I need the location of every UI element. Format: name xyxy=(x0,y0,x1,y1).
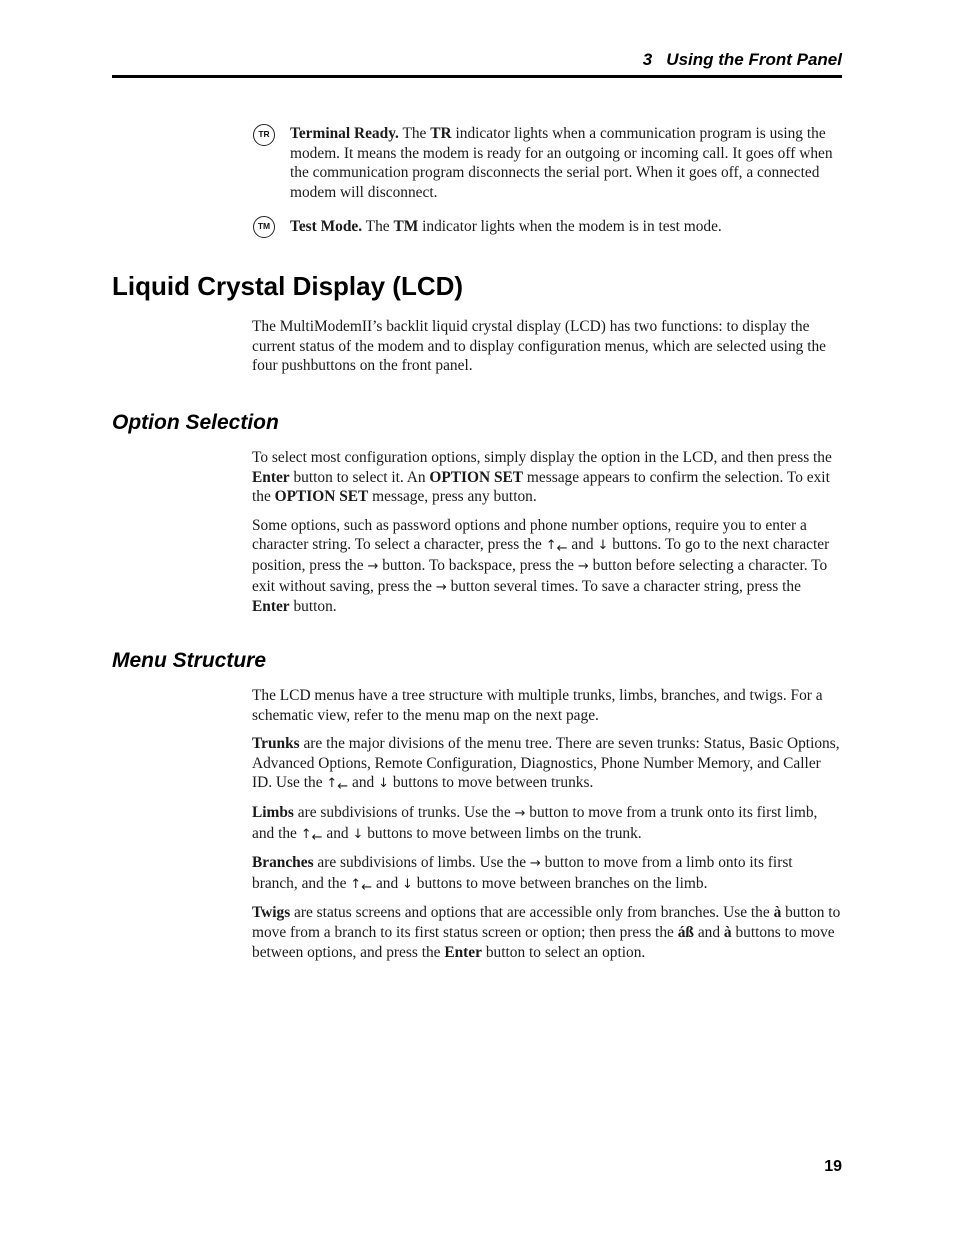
symbol-glyph: à xyxy=(723,923,732,941)
tr-indicator-description xyxy=(290,124,842,202)
tm-indicator-icon: TM xyxy=(253,216,275,238)
text-run: The xyxy=(362,218,394,235)
down-arrow-icon: ↓ xyxy=(597,538,609,554)
left-arrow-icon: ← xyxy=(337,779,349,795)
text-run: button to move from a branch to its first status screen or option; then press the xyxy=(252,904,841,941)
up-arrow-icon: ↑ xyxy=(326,776,338,792)
tm-paragraph xyxy=(290,217,842,237)
right-arrow-icon: → xyxy=(435,579,447,595)
left-arrow-icon: ← xyxy=(311,829,323,845)
page-header xyxy=(112,49,842,78)
tm-term: Test Mode. xyxy=(290,218,363,235)
up-arrow-icon: ↑ xyxy=(300,826,312,842)
text-run: button. To backspace, press the xyxy=(378,556,578,574)
up-arrow-icon: ↑ xyxy=(545,538,557,554)
text-run: button to select it. An xyxy=(289,468,430,486)
text-run: button to move from a limb onto its first branch, and the xyxy=(252,854,793,892)
text-run: buttons to move between branches on the limb. xyxy=(412,874,708,892)
twigs-term: Twigs xyxy=(252,904,291,922)
tr-code: TR xyxy=(430,125,452,142)
text-run: and xyxy=(322,824,353,842)
down-arrow-icon: ↓ xyxy=(402,876,413,892)
symbol-glyph: à xyxy=(773,904,782,922)
twigs-paragraph xyxy=(252,903,842,962)
text-run: button. xyxy=(289,598,337,616)
tm-indicator-description xyxy=(290,217,842,237)
down-arrow-icon: ↓ xyxy=(378,776,390,792)
text-run: buttons. To go to the next character position, press the xyxy=(252,536,830,574)
branches-paragraph xyxy=(252,853,842,894)
text-run: buttons to move between trunks. xyxy=(389,774,594,792)
symbol-glyph: áß xyxy=(677,923,694,941)
option-selection-body xyxy=(252,448,842,617)
menu-structure-intro: The LCD menus have a tree structure with multiple trunks, limbs, branches, and twigs. For a schematic view, refer to the menu map on the next page. xyxy=(252,687,823,724)
text-run: and xyxy=(348,774,379,792)
tr-indicator-icon: TR xyxy=(253,124,275,146)
text-run: are status screens and options that are accessible only from branches. Use the xyxy=(290,904,774,922)
right-arrow-icon: → xyxy=(577,558,589,574)
option-selection-paragraph-2 xyxy=(252,516,842,617)
text-run: button several times. To save a character string, press the xyxy=(446,577,801,595)
text-run: message, press any button. xyxy=(368,488,537,506)
enter-key-label: Enter xyxy=(444,943,482,961)
branches-term: Branches xyxy=(252,854,314,872)
text-run: and xyxy=(693,923,724,941)
left-arrow-icon: ← xyxy=(361,879,373,895)
text-run: buttons to move between options, and press the xyxy=(252,923,835,961)
tm-code: TM xyxy=(393,218,419,235)
limbs-paragraph xyxy=(252,803,842,844)
menu-structure-body xyxy=(252,686,842,962)
text-run: message appears to confirm the selection. To exit the xyxy=(252,468,830,506)
text-run: Some options, such as password options and phone number options, require you to enter a character string. To select a character, press the xyxy=(252,516,807,554)
tr-paragraph xyxy=(290,124,842,202)
trunks-paragraph xyxy=(252,734,842,794)
lcd-intro-paragraph: The MultiModemII’s backlit liquid crystal display (LCD) has two functions: to display the current status of the modem and to display configuration menus, which are selected using the four pushbuttons on the front panel. xyxy=(252,318,826,375)
text-run: are the major divisions of the menu tree. There are seven trunks: Status, Basic Options, Advanced Options, Remote Configuration, Diagnostics, Phone Number Memory, and Caller ID. Use the xyxy=(252,735,840,792)
right-arrow-icon: → xyxy=(514,805,526,821)
option-selection-paragraph-1 xyxy=(252,448,842,507)
subsection-title-menu-structure: Menu Structure xyxy=(112,649,267,672)
text-run: and xyxy=(372,874,403,892)
text-run: indicator lights when a communication program is using the modem. It means the modem is ready for an outgoing or incoming call. It goes off when the communication program disconnects the serial port. When it goes off, a connected modem will disconnect. xyxy=(290,125,833,201)
right-arrow-icon: → xyxy=(367,558,379,574)
text-run: To select most configuration options, simply display the option in the LCD, and then press the xyxy=(252,449,832,466)
text-run: and xyxy=(567,536,598,554)
text-run: The xyxy=(398,125,431,142)
tr-term: Terminal Ready. xyxy=(290,125,399,142)
trunks-term: Trunks xyxy=(252,735,300,753)
section-title-lcd: Liquid Crystal Display (LCD) xyxy=(112,271,464,301)
enter-key-label: Enter xyxy=(252,598,290,616)
option-set-label: OPTION SET xyxy=(274,488,369,506)
enter-key-label: Enter xyxy=(252,468,290,486)
lcd-intro xyxy=(252,317,842,376)
option-set-label: OPTION SET xyxy=(429,468,524,486)
text-run: button before selecting a character. To exit without saving, press the xyxy=(252,556,828,595)
text-run: button to select an option. xyxy=(481,943,646,961)
text-run: button to move from a trunk onto its first limb, and the xyxy=(252,803,818,842)
right-arrow-icon: → xyxy=(529,856,541,872)
subsection-title-option-selection: Option Selection xyxy=(112,411,279,434)
text-run: are subdivisions of limbs. Use the xyxy=(313,854,530,872)
down-arrow-icon: ↓ xyxy=(352,826,364,842)
text-run: buttons to move between limbs on the trunk. xyxy=(363,824,642,842)
text-run: are subdivisions of trunks. Use the xyxy=(293,803,515,821)
up-arrow-icon: ↑ xyxy=(350,876,362,892)
running-header-title: 3 Using the Front Panel xyxy=(642,50,842,69)
limbs-term: Limbs xyxy=(252,803,294,821)
text-run: indicator lights when the modem is in test mode. xyxy=(418,218,722,235)
left-arrow-icon: ← xyxy=(556,541,568,557)
page-number: 19 xyxy=(824,1158,842,1175)
